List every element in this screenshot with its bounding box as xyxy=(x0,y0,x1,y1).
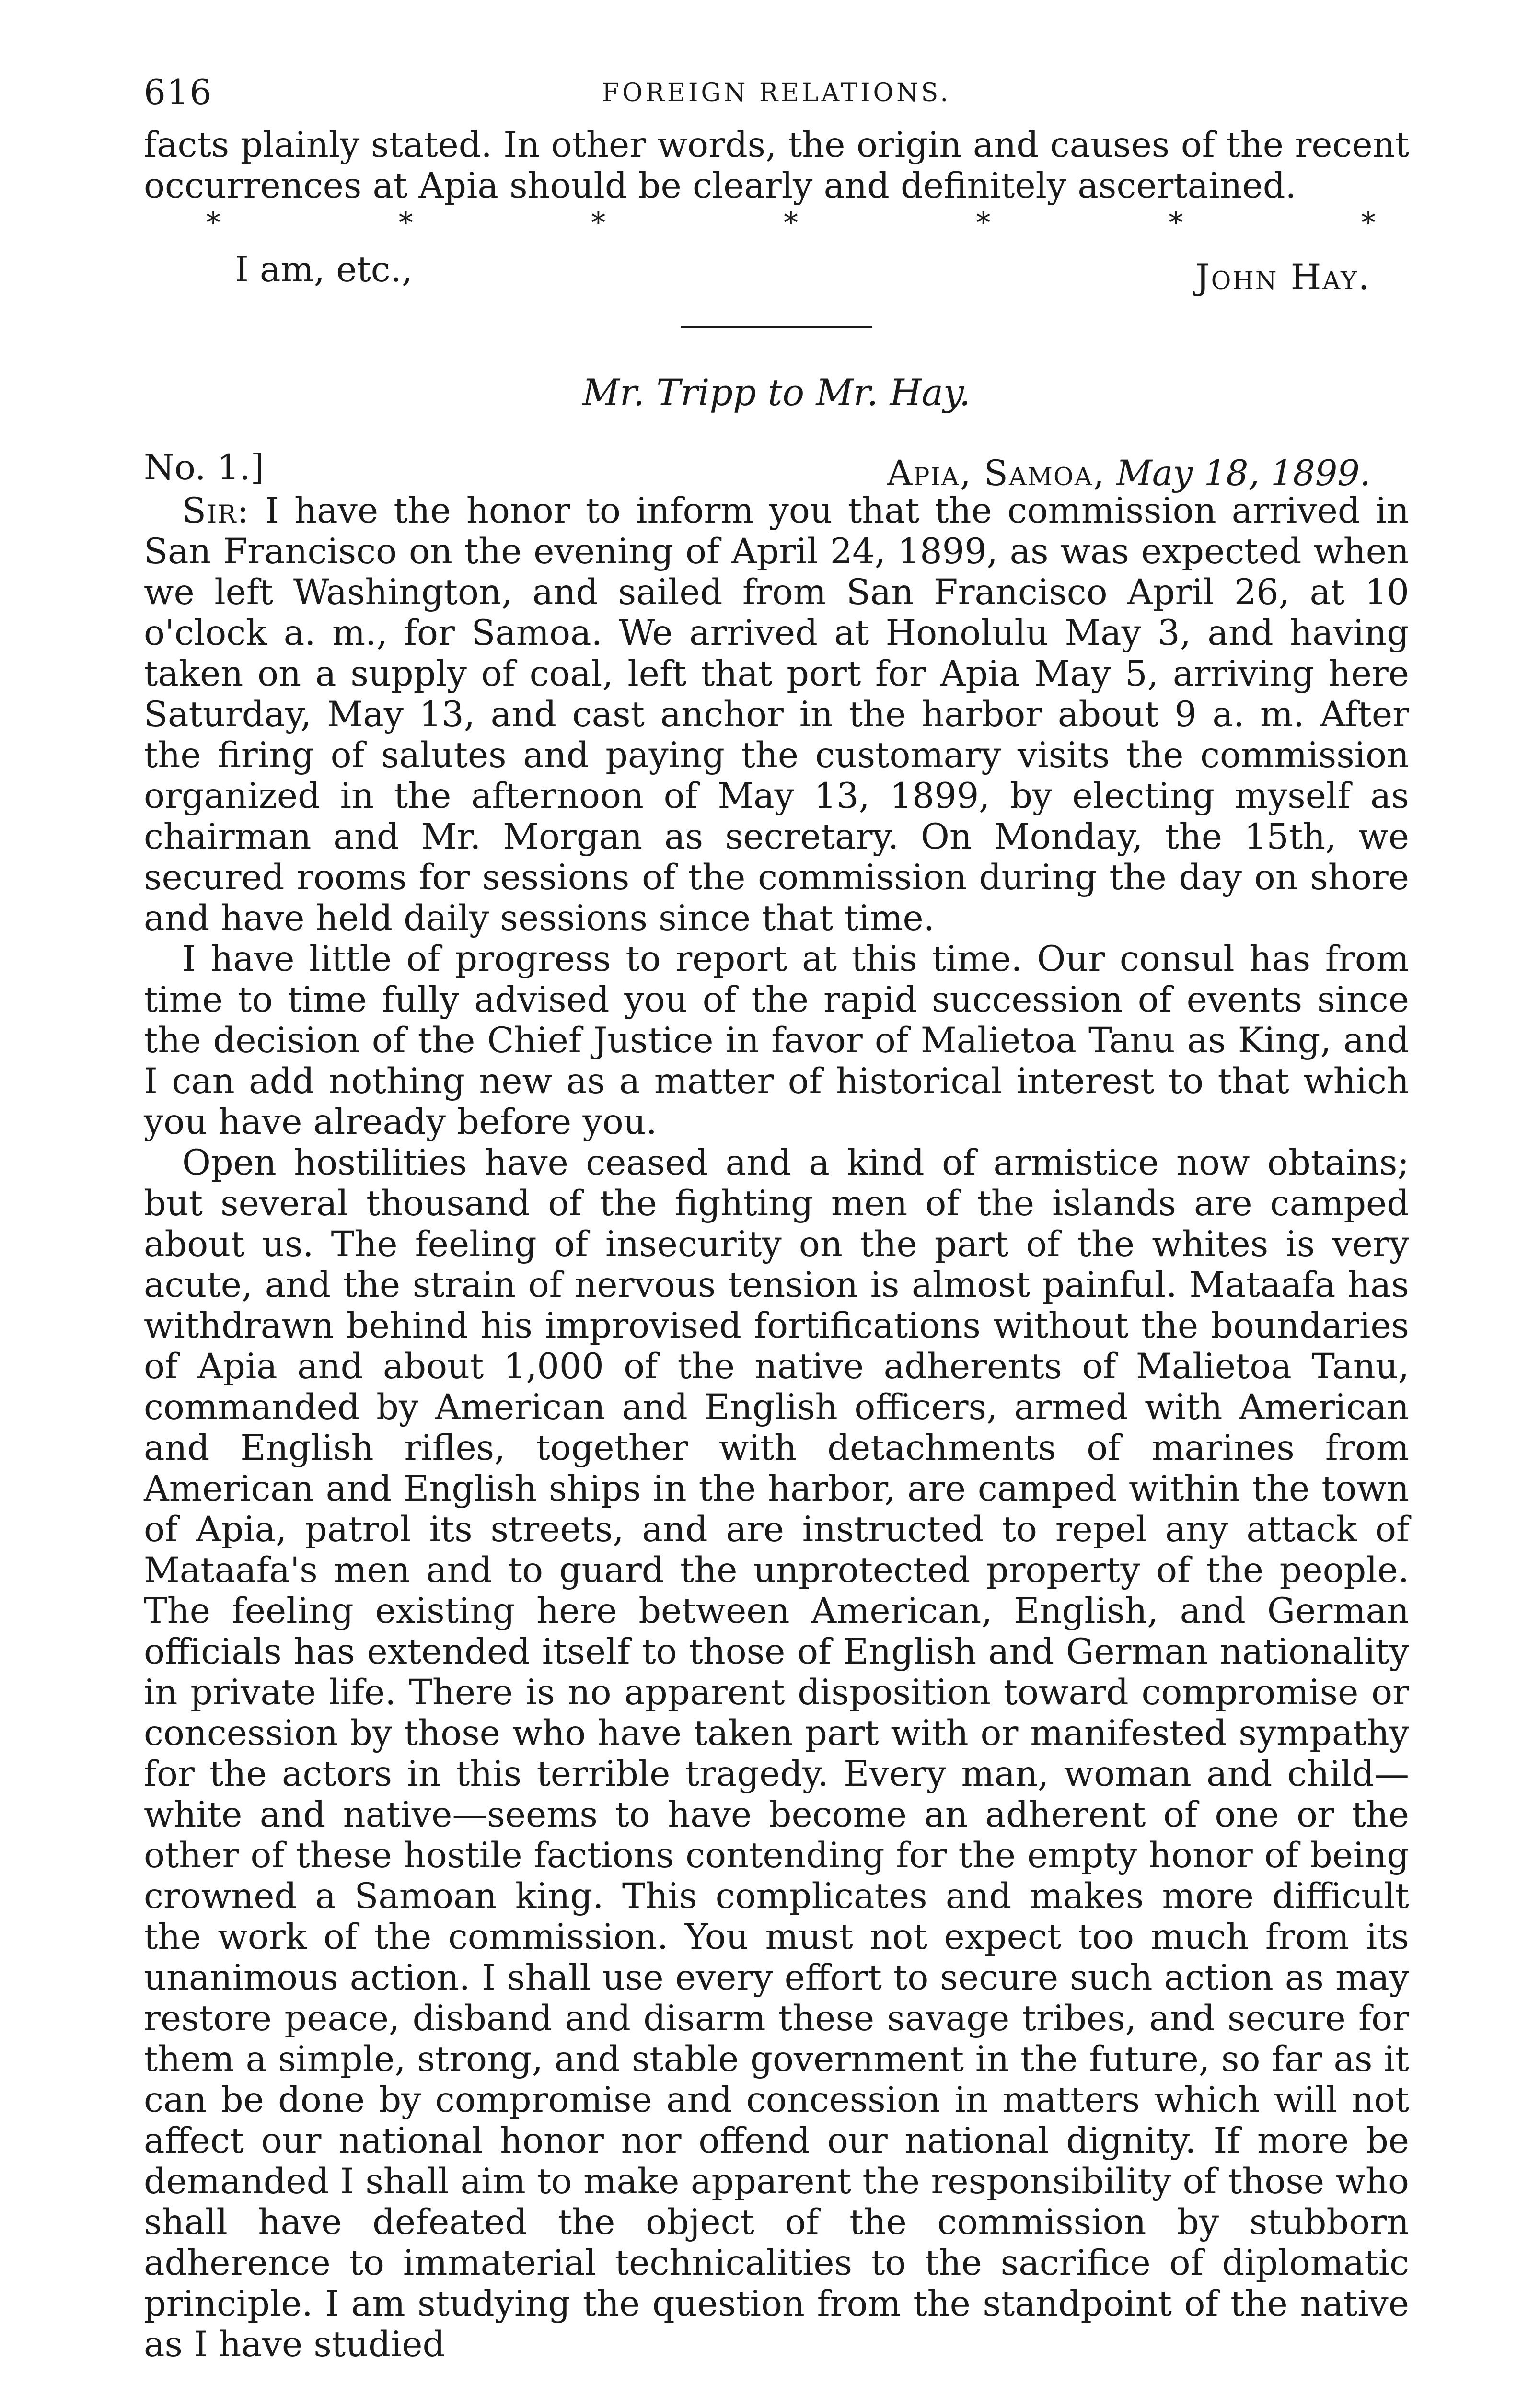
asterisk: * xyxy=(976,206,991,240)
asterisk: * xyxy=(206,206,220,240)
letter-paragraph: I have little of progress to report at this time. Our consul has from time to time fully advised you of the rapid succession of events since the decision of the Chief Justice in favor of Malietoa Tanu as King, and I can add nothing new as a matter of historical interest to that which you have already before you. xyxy=(144,939,1409,1142)
letter-body xyxy=(144,490,1409,2365)
letter-date: May 18, 1899. xyxy=(1116,453,1371,494)
letter-place-date xyxy=(887,453,1371,494)
asterisk: * xyxy=(591,206,606,240)
salutation: Sir: xyxy=(182,490,250,531)
asterisk: * xyxy=(1169,206,1183,240)
closing-block xyxy=(144,249,1409,302)
running-head: FOREIGN RELATIONS. xyxy=(602,79,951,107)
document-page xyxy=(144,72,1409,2397)
asterisk: * xyxy=(1361,206,1376,240)
signature: John Hay. xyxy=(1195,257,1371,298)
letter-dateline xyxy=(144,447,1409,494)
asterisk: * xyxy=(783,206,798,240)
section-divider xyxy=(681,326,872,328)
letter-number: No. 1.] xyxy=(144,447,265,488)
page-header xyxy=(144,72,1409,125)
letter-paragraph: Open hostilities have ceased and a kind of armistice now obtains; but several thousand of the fighting men of the islands are camped about us. The feeling of insecurity on the part of the whites is very acute, and the strain of nervous tension is almost painful. Mataafa has withdrawn behind his improvised fortifications without the boundaries of Apia and about 1,000 of the native adherents of Malietoa Tanu, commanded by American and English officers, armed with American and English rifles, together with detachments of marines from American and English ships in the harbor, are camped within the town of Apia, patrol its streets, and are instructed to repel any attack of Mataafa's men and to guard the unprotected property of the people. The feeling existing here between American, English, and German officials has extended itself to those of English and German nationality in private life. There is no apparent disposition toward compromise or concession by those who have taken part with or manifested sympathy for the actors in this terrible tragedy. Every man, woman and child—white and native—seems to have become an adherent of one or the other of these hostile factions contending for the empty honor of being crowned a Samoan king. This complicates and makes more difficult the work of the commission. You must not expect too much from its unanimous action. I shall use every effort to secure such action as may restore peace, disband and disarm these savage tribes, and secure for them a simple, strong, and stable government in the future, so far as it can be done by compromise and concession in matters which will not affect our national honor nor offend our national dignity. If more be demanded I shall aim to make apparent the responsibility of those who shall have defeated the object of the commission by stubborn adherence to immaterial technicalities to the sacrifice of diplomatic principle. I am studying the question from the standpoint of the native as I have studied xyxy=(144,1142,1409,2365)
intro-paragraph: facts plainly stated. In other words, the origin and causes of the recent occurrences at Apia should be clearly and definitely ascertained. xyxy=(144,125,1409,206)
closing-phrase: I am, etc., xyxy=(235,249,413,290)
letter-title: Mr. Tripp to Mr. Hay. xyxy=(582,371,971,414)
page-number: 616 xyxy=(144,72,213,112)
intro-section xyxy=(144,125,1409,206)
ellipsis-asterisks xyxy=(144,206,1409,240)
letter-paragraph xyxy=(144,490,1409,939)
asterisk: * xyxy=(398,206,413,240)
letter-place: Apia, Samoa, xyxy=(887,453,1105,494)
paragraph-text: I have the honor to inform you that the commission arrived in San Francisco on the evening of April 24, 1899, as was expected when we left Washington, and sailed from San Francisco April 26, at 10 o'clock a. m., for Samoa. We arrived at Honolulu May 3, and having taken on a supply of coal, left that port for Apia May 5, arriving here Saturday, May 13, and cast anchor in the harbor about 9 a. m. After the firing of salutes and paying the customary visits the commission organized in the afternoon of May 13, 1899, by electing myself as chairman and Mr. Morgan as secretary. On Monday, the 15th, we secured rooms for sessions of the commission during the day on shore and have held daily sessions since that time. xyxy=(144,490,1409,939)
